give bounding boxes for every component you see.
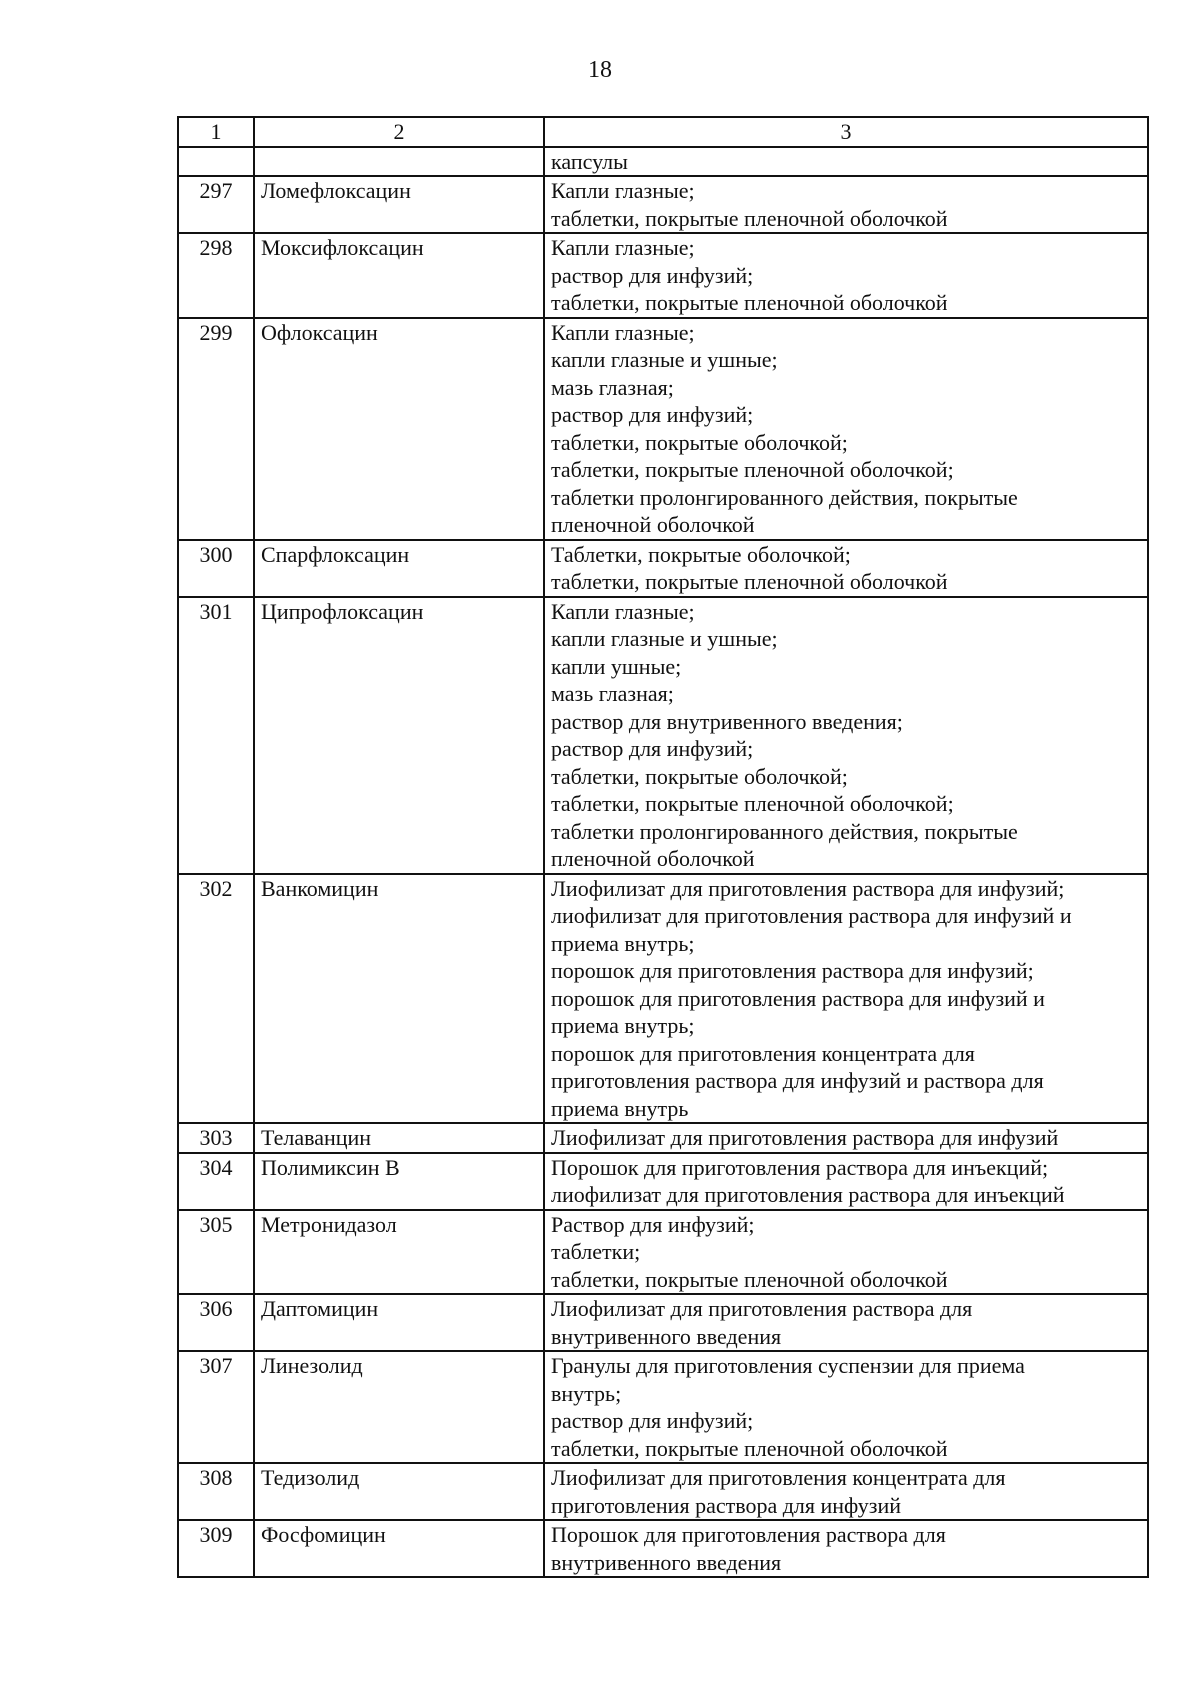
dosage-form-line: внутривенного введения (551, 1549, 782, 1575)
drug-name: Спарфлоксацин (254, 540, 544, 597)
dosage-form-line: раствор для инфузий; (551, 402, 754, 427)
drug-name: Ломефлоксацин (254, 176, 544, 233)
row-number: 307 (178, 1351, 254, 1463)
dosage-forms (544, 176, 1148, 233)
page-number: 18 (588, 57, 612, 83)
dosage-form-line: таблетки, покрытые пленочной оболочкой (551, 569, 948, 594)
row-number: 298 (178, 233, 254, 318)
table-row (178, 1520, 1148, 1577)
dosage-form-line: таблетки, покрытые пленочной оболочкой; (551, 791, 954, 816)
row-number: 308 (178, 1463, 254, 1520)
drug-name: Ципрофлоксацин (254, 597, 544, 874)
drug-name (254, 147, 544, 177)
dosage-forms (544, 1351, 1148, 1463)
dosage-form-line: лиофилизат для приготовления раствора для инфузий и (551, 903, 1072, 928)
drug-name: Метронидазол (254, 1210, 544, 1295)
dosage-forms (544, 1463, 1148, 1520)
table-row (178, 1153, 1148, 1210)
dosage-forms (544, 233, 1148, 318)
dosage-form-line: раствор для инфузий; (551, 1408, 754, 1433)
dosage-form-line: таблетки, покрытые пленочной оболочкой (551, 1266, 948, 1292)
drug-name: Телаванцин (254, 1123, 544, 1153)
dosage-form-line: таблетки пролонгированного действия, покрытые (551, 484, 1018, 510)
table-row (178, 1463, 1148, 1520)
dosage-form-line: таблетки, покрытые оболочкой; (551, 763, 848, 789)
header-col-2: 2 (254, 117, 544, 147)
dosage-form-line: капсулы (551, 148, 628, 174)
dosage-form-line: лиофилизат для приготовления раствора для инъекций (551, 1182, 1065, 1207)
dosage-form-line: порошок для приготовления раствора для инфузий и (551, 985, 1045, 1011)
dosage-form-line: мазь глазная; (551, 681, 674, 706)
drug-name: Офлоксацин (254, 318, 544, 540)
table-row (178, 597, 1148, 874)
dosage-forms (544, 1123, 1148, 1153)
dosage-form-line: Капли глазные; (551, 598, 695, 624)
row-number: 303 (178, 1123, 254, 1153)
table-row (178, 176, 1148, 233)
dosage-form-line: Лиофилизат для приготовления концентрата для (551, 1465, 1006, 1490)
dosage-forms (544, 1520, 1148, 1577)
dosage-form-line: Таблетки, покрытые оболочкой; (551, 541, 851, 567)
row-number: 299 (178, 318, 254, 540)
dosage-form-line: таблетки, покрытые пленочной оболочкой (551, 205, 948, 231)
table-row (178, 1351, 1148, 1463)
dosage-form-line: внутривенного введения (551, 1323, 782, 1349)
header-row (178, 117, 1148, 147)
dosage-form-line: капли глазные и ушные; (551, 626, 778, 651)
dosage-form-line: приготовления раствора для инфузий (551, 1492, 901, 1518)
table-row (178, 1294, 1148, 1351)
header-col-1: 1 (178, 117, 254, 147)
drug-name: Линезолид (254, 1351, 544, 1463)
table-row (178, 1123, 1148, 1153)
dosage-form-line: внутрь; (551, 1380, 622, 1406)
drug-name: Тедизолид (254, 1463, 544, 1520)
dosage-form-line: порошок для приготовления концентрата для (551, 1040, 975, 1066)
table-row (178, 318, 1148, 540)
dosage-form-line: приема внутрь (551, 1095, 689, 1121)
dosage-forms (544, 597, 1148, 874)
dosage-form-line: Гранулы для приготовления суспензии для приема (551, 1353, 1025, 1378)
dosage-forms (544, 1210, 1148, 1295)
dosage-form-line: Раствор для инфузий; (551, 1211, 755, 1237)
dosage-forms (544, 1294, 1148, 1351)
row-number: 297 (178, 176, 254, 233)
row-number (178, 147, 254, 177)
drug-name: Даптомицин (254, 1294, 544, 1351)
dosage-form-line: таблетки пролонгированного действия, покрытые (551, 818, 1018, 844)
table-body (178, 147, 1148, 1578)
dosage-form-line: мазь глазная; (551, 374, 674, 400)
dosage-form-line: приема внутрь; (551, 930, 695, 956)
dosage-form-line: раствор для внутривенного введения; (551, 708, 903, 734)
dosage-form-line: пленочной оболочкой (551, 846, 755, 871)
dosage-form-line: пленочной оболочкой (551, 512, 755, 537)
dosage-form-line: Лиофилизат для приготовления раствора для инфузий; (551, 875, 1065, 901)
table-row (178, 233, 1148, 318)
row-number: 302 (178, 874, 254, 1124)
drug-name: Полимиксин В (254, 1153, 544, 1210)
row-number: 304 (178, 1153, 254, 1210)
dosage-forms (544, 147, 1148, 177)
row-number: 306 (178, 1294, 254, 1351)
dosage-form-line: Лиофилизат для приготовления раствора для (551, 1296, 973, 1321)
dosage-form-line: раствор для инфузий; (551, 262, 754, 288)
dosage-forms (544, 874, 1148, 1124)
table-row (178, 1210, 1148, 1295)
dosage-form-line: капли глазные и ушные; (551, 347, 778, 372)
header-col-3: 3 (544, 117, 1148, 147)
dosage-form-line: Порошок для приготовления раствора для (551, 1522, 946, 1547)
dosage-form-line: Капли глазные; (551, 319, 695, 345)
dosage-form-line: Капли глазные; (551, 178, 695, 203)
dosage-form-line: приготовления раствора для инфузий и раствора для (551, 1068, 1044, 1093)
row-number: 301 (178, 597, 254, 874)
row-number: 305 (178, 1210, 254, 1295)
dosage-form-line: таблетки, покрытые пленочной оболочкой; (551, 457, 954, 482)
drug-name: Фосфомицин (254, 1520, 544, 1577)
dosage-form-line: Капли глазные; (551, 235, 695, 260)
drug-name: Ванкомицин (254, 874, 544, 1124)
table-row (178, 540, 1148, 597)
row-number: 309 (178, 1520, 254, 1577)
dosage-form-line: раствор для инфузий; (551, 736, 754, 761)
drug-table (177, 116, 1149, 1578)
dosage-form-line: Лиофилизат для приготовления раствора для инфузий (551, 1125, 1059, 1150)
drug-name: Моксифлоксацин (254, 233, 544, 318)
dosage-form-line: таблетки, покрытые оболочкой; (551, 429, 848, 455)
dosage-forms (544, 540, 1148, 597)
dosage-forms (544, 1153, 1148, 1210)
dosage-form-line: таблетки, покрытые пленочной оболочкой (551, 1435, 948, 1461)
dosage-forms (544, 318, 1148, 540)
dosage-form-line: приема внутрь; (551, 1013, 695, 1038)
dosage-form-line: капли ушные; (551, 653, 682, 679)
table-row (178, 874, 1148, 1124)
dosage-form-line: таблетки, покрытые пленочной оболочкой (551, 290, 948, 315)
row-number: 300 (178, 540, 254, 597)
dosage-form-line: Порошок для приготовления раствора для инъекций; (551, 1154, 1049, 1180)
continuation-row (178, 147, 1148, 177)
dosage-form-line: порошок для приготовления раствора для инфузий; (551, 958, 1034, 983)
dosage-form-line: таблетки; (551, 1239, 641, 1264)
